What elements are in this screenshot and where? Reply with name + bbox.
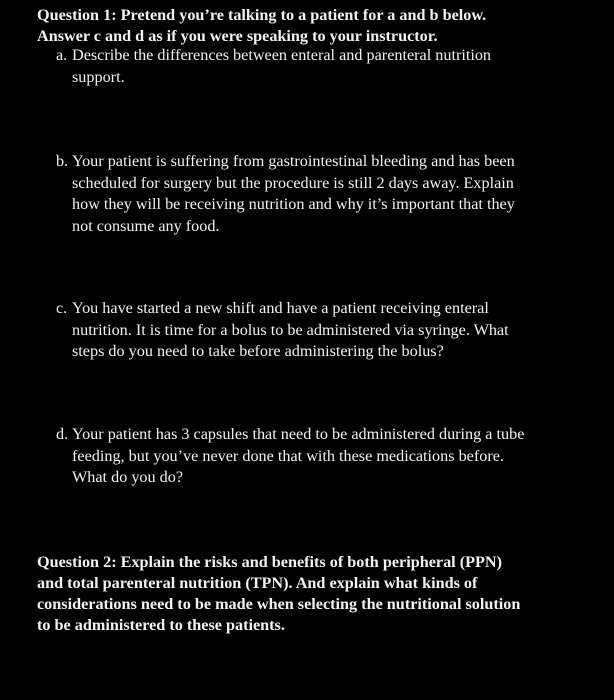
question-1-heading-line-2: Answer c and d as if you were speaking to your instructor.: [37, 27, 438, 45]
item-c-line-1: You have started a new shift and have a patient receiving enteral: [72, 299, 489, 317]
item-a-marker: a.: [56, 46, 68, 64]
item-b-marker: b.: [56, 152, 69, 170]
question-2-line-1: Question 2: Explain the risks and benefits of both peripheral (PPN): [37, 553, 502, 571]
item-d-marker: d.: [56, 425, 69, 443]
question-2-line-3: considerations need to be made when selecting the nutritional solution: [37, 595, 521, 613]
question-2-text: [37, 552, 597, 636]
item-c-line-2: nutrition. It is time for a bolus to be administered via syringe. What: [72, 320, 509, 339]
item-d-line-3: What do you do?: [72, 468, 184, 486]
item-d-line-1: Your patient has 3 capsules that need to be administered during a tube: [72, 425, 525, 443]
item-c-marker: c.: [56, 299, 68, 317]
item-b-line-2: scheduled for surgery but the procedure is still 2 days away. Explain: [72, 173, 514, 192]
question-1-item-a: [56, 45, 586, 88]
item-b-line-4: not consume any food.: [72, 216, 220, 235]
item-d-line-2: feeding, but you’ve never done that with these medications before.: [72, 446, 504, 465]
question-1-item-b: [56, 151, 586, 237]
question-1-item-c: [56, 298, 586, 363]
item-c-line-3: steps do you need to take before administering the bolus?: [72, 342, 444, 360]
question-1-item-d: [56, 424, 596, 489]
question-1-heading-line-1: Question 1: Pretend you’re talking to a patient for a and b below.: [37, 6, 487, 24]
item-a-line-2: support.: [72, 67, 125, 86]
question-1-heading: [37, 5, 592, 47]
item-a-line-1: Describe the differences between enteral and parenteral nutrition: [72, 46, 492, 64]
item-b-line-3: how they will be receiving nutrition and why it’s important that they: [72, 195, 515, 213]
question-2-line-4: to be administered to these patients.: [37, 616, 285, 634]
question-2-line-2: and total parenteral nutrition (TPN). And explain what kinds of: [37, 574, 478, 592]
item-b-line-1: Your patient is suffering from gastrointestinal bleeding and has been: [72, 152, 515, 170]
